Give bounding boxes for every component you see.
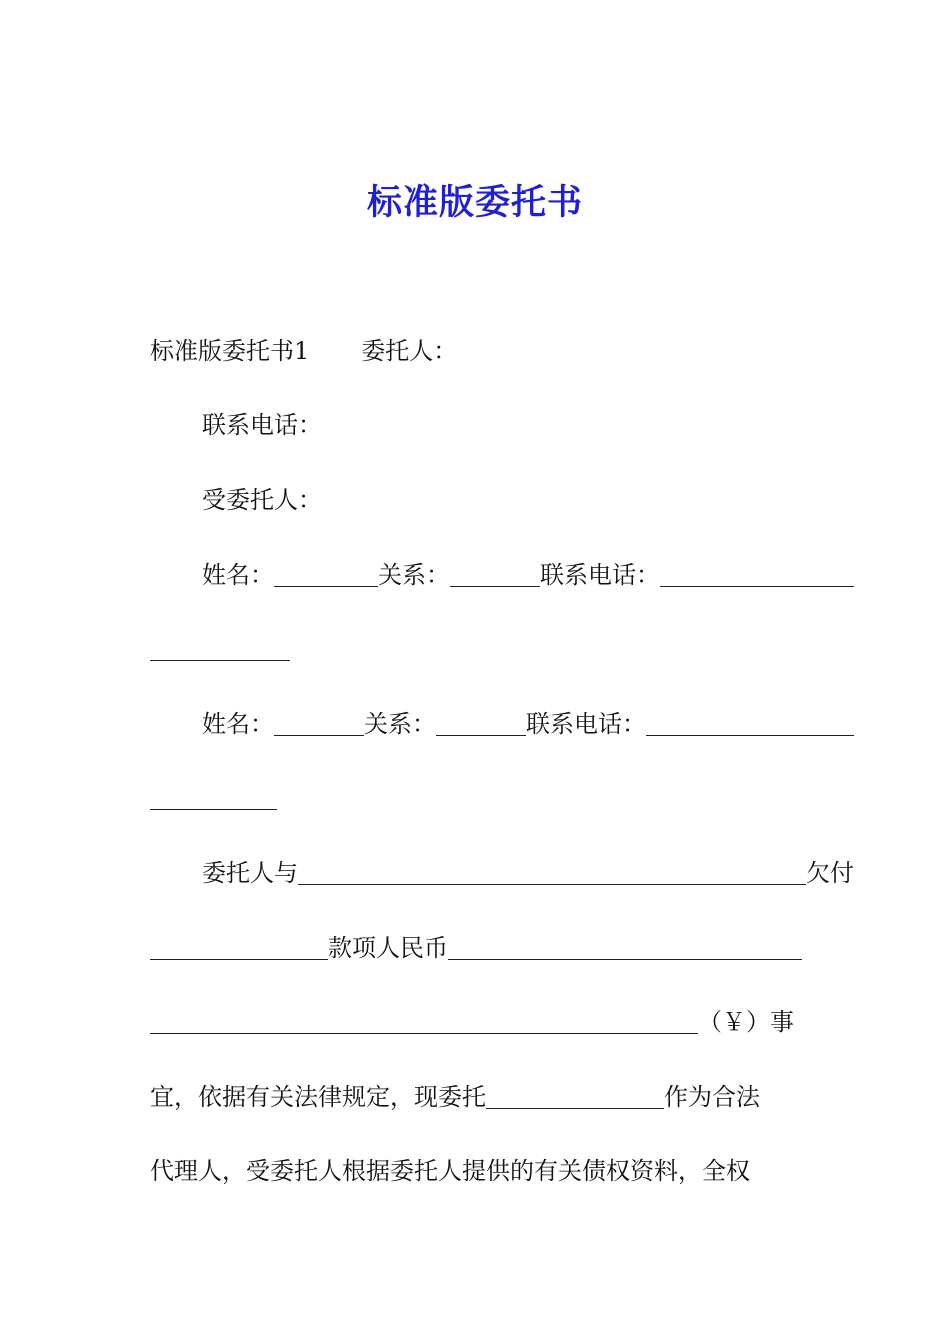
- principal-with-text: 委托人与: [202, 859, 298, 887]
- doc-line-11: [150, 1079, 802, 1115]
- legal-text: 作为合法: [664, 1083, 760, 1111]
- name-label: 姓名：: [202, 561, 274, 589]
- doc-line-5: [150, 631, 802, 667]
- relation-blank: [450, 578, 540, 587]
- phone-label: 联系电话：: [540, 561, 660, 589]
- phone-label: 联系电话：: [526, 710, 646, 738]
- matter-text: 宜，依据有关法律规定，现委托: [150, 1083, 486, 1111]
- phone-label: 联系电话：: [202, 411, 322, 439]
- doc-heading-text: 标准版委托书1: [150, 337, 310, 365]
- principal-label: 委托人：: [361, 337, 458, 365]
- owed-text: 欠付: [806, 859, 854, 887]
- doc-line-9: [150, 930, 802, 966]
- document-title: 标准版委托书: [366, 182, 583, 223]
- phone-blank: [660, 578, 854, 587]
- agent-name-blank: [486, 1100, 664, 1109]
- name-label: 姓名：: [202, 710, 274, 738]
- doc-line-8: [150, 855, 854, 891]
- authority-text: 代理人，受委托人根据委托人提供的有关债权资料，全权: [150, 1157, 750, 1185]
- doc-line-4: [150, 557, 802, 593]
- doc-line-1: [150, 333, 802, 369]
- doc-line-3: [150, 482, 802, 518]
- name-blank: [274, 727, 364, 736]
- doc-line-12: [150, 1153, 802, 1189]
- name-blank: [274, 578, 378, 587]
- phone-blank-continued: [150, 652, 290, 661]
- doc-line-10: [150, 1004, 802, 1040]
- relation-blank: [436, 727, 526, 736]
- agent-label: 受委托人：: [202, 486, 322, 514]
- doc-line-2: [150, 407, 802, 443]
- amount-words-blank-continued: [150, 1025, 698, 1034]
- amount-blank: [150, 951, 328, 960]
- amount-rmb-text: 款项人民币: [328, 934, 448, 962]
- doc-line-6: [150, 706, 802, 742]
- amount-words-blank: [448, 951, 802, 960]
- relation-label: 关系：: [378, 561, 450, 589]
- phone-blank-continued: [150, 801, 277, 810]
- yuan-symbol-text: （￥）事: [698, 1008, 794, 1036]
- phone-blank: [646, 727, 854, 736]
- doc-line-7: [150, 780, 802, 816]
- debtor-blank: [298, 876, 806, 885]
- relation-label: 关系：: [364, 710, 436, 738]
